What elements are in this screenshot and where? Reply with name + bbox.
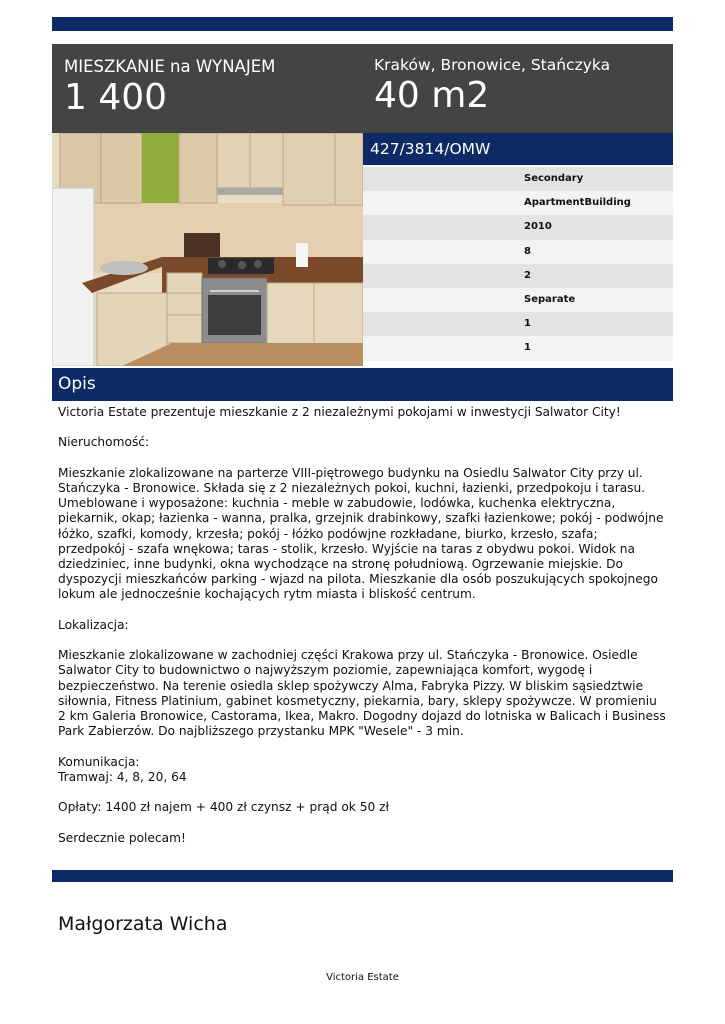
- reference-number-bar: [363, 133, 673, 165]
- header-right: [374, 54, 610, 116]
- location: Kraków, Bronowice, Stańczyka: [374, 56, 611, 74]
- offer-type: MIESZKANIE na WYNAJEM: [64, 57, 276, 76]
- top-divider-bar: [52, 17, 673, 31]
- kitchen-photo: [52, 133, 363, 366]
- property-row: [363, 264, 673, 288]
- property-row: [363, 240, 673, 264]
- footer-company: Victoria Estate: [326, 972, 399, 983]
- property-value: 1: [524, 342, 531, 354]
- description-section-header: [52, 368, 673, 401]
- price: 1 400: [64, 77, 168, 118]
- description-text: Victoria Estate prezentuje mieszkanie z 2 niezależnymi pokojami w inwestycji Salwator City! Nieruchomość: Mieszkanie zlokalizowane na parterze VIII-piętrowego budynku na Osiedlu Salwator City przy ul. Stańczyka - Bronowice. Składa się z 2 niezależnych pokoi, kuchni, łazienki, przedpokoju i tarasu. Umeblowane i wyposażone: kuchnia - meble w zabudowie, lodówka, kuchenka elektryczna, piekarnik, okap; łazienka - wanna, pralka, grzejnik drabinkowy, szafki łazienkowe; pokój - podwójne łóżko, szafki, komody, krzesła; pokój - łóżko podówjne rozkładane, biurko, krzesło, szafa; przedpokój - szafa wnękowa; taras - stolik, krzesło. Wyjście na taras z obydwu pokoi. Widok na dziedziniec, inne budynki, okna wychodzące na stronę południową. Ogrzewanie miejskie. Do dyspozycji mieszkańców parking - wjazd na pilota. Mieszkanie dla osób poszukujących spokojnego lokum ale jednocześnie kochających rytm miasta i bliskość centrum. Lokalizacja: Mieszkanie zlokalizowane w zachodniej części Krakowa przy ul. Stańczyka - Bronowice. Osiedle Salwator City to budownictwo o najwyższym poziomie, zapewniająca komfort, wygodę i bezpieczeństwo. Na terenie osiedla sklep spożywczy Alma, Fabryka Pizzy. W bliskim sąsiedztwie siłownia, Fitness Platinium, gabinet kosmetyczny, piekarnia, bary, sklepy spożywcze. W promieniu 2 km Galeria Bronowice, Castorama, Ikea, Makro. Dogodny dojazd do lotniska w Balicach i Business Park Zabierzów. Do najbliższego przystanku MPK "Wesele" - 3 min. Komunikacja: Tramwaj: 4, 8, 20, 64 Opłaty: 1400 zł najem + 400 zł czynsz + prąd ok 50 zł Serdecznie polecam!: [58, 405, 666, 845]
- property-row: [363, 312, 673, 336]
- bottom-divider-bar: [52, 870, 673, 882]
- reference-number: 427/3814/OMW: [370, 140, 491, 158]
- property-value: ApartmentBuilding: [524, 197, 631, 209]
- property-value: Separate: [524, 293, 576, 305]
- property-row: [363, 288, 673, 312]
- property-value: Secondary: [524, 173, 584, 184]
- property-value: 1: [524, 318, 531, 330]
- listing-header: [52, 44, 673, 133]
- area: 40 m2: [374, 75, 490, 116]
- property-details-table: [363, 167, 673, 361]
- property-value: 2010: [524, 221, 552, 233]
- property-value: 2: [524, 269, 531, 281]
- agent-name: Małgorzata Wicha: [58, 913, 228, 935]
- property-value: 8: [524, 245, 531, 257]
- property-row: [363, 167, 673, 191]
- section-title: Opis: [58, 374, 96, 394]
- property-row: [363, 191, 673, 215]
- property-row: [363, 336, 673, 360]
- header-left: [64, 56, 275, 118]
- property-row: [363, 215, 673, 239]
